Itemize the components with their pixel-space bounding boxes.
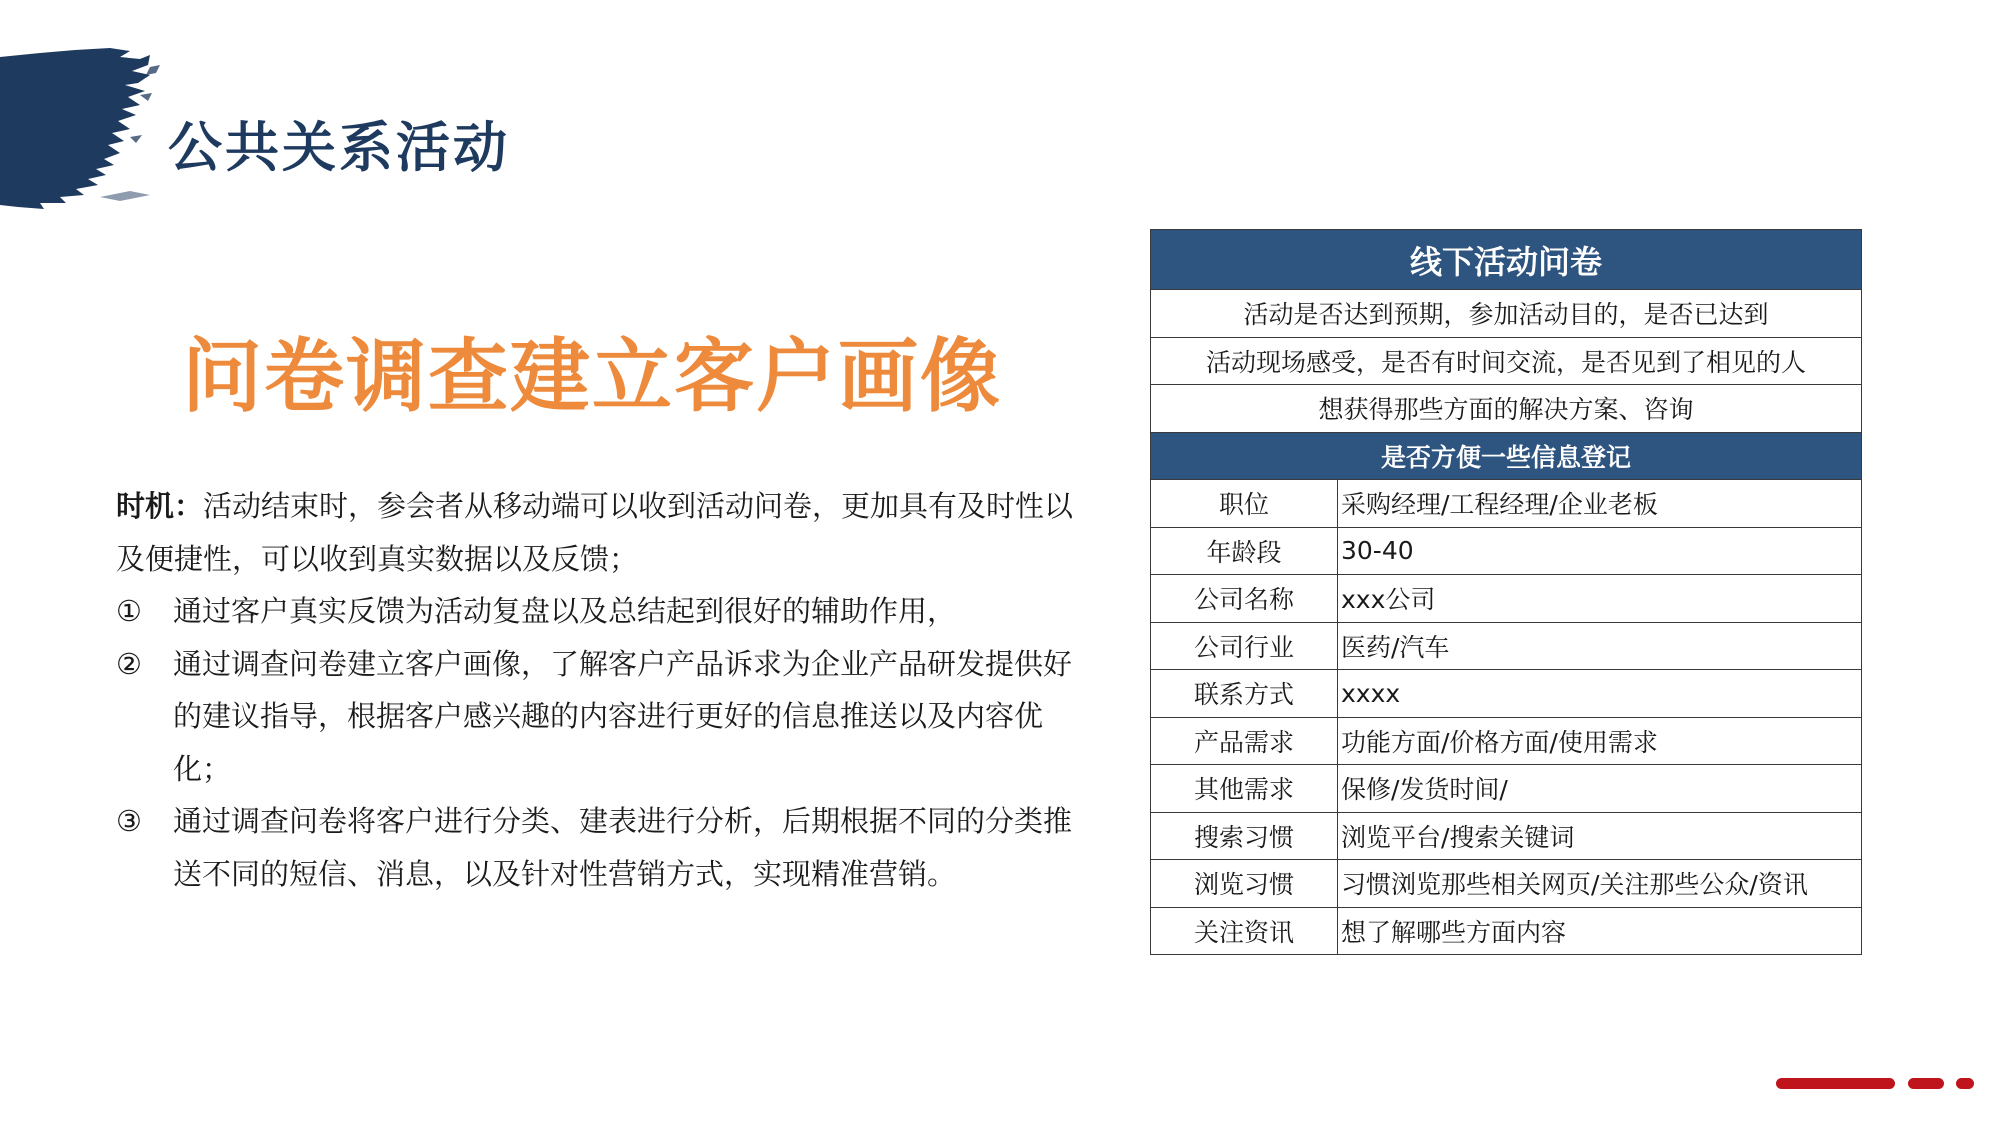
survey-question: 想获得那些方面的解决方案、咨询 xyxy=(1151,385,1862,433)
survey-table xyxy=(1150,229,1862,955)
table-row xyxy=(1151,575,1862,623)
table-row xyxy=(1151,670,1862,718)
field-label: 其他需求 xyxy=(1151,765,1338,813)
table-row xyxy=(1151,717,1862,765)
field-value: 采购经理/工程经理/企业老板 xyxy=(1338,480,1862,528)
decorative-dash-short xyxy=(1956,1078,1974,1089)
table-row xyxy=(1151,527,1862,575)
point-item-1 xyxy=(116,585,1076,638)
field-value: 功能方面/价格方面/使用需求 xyxy=(1338,717,1862,765)
lead-text: 活动结束时，参会者从移动端可以收到活动问卷，更加具有及时性以及便捷性，可以收到真实数据以及反馈； xyxy=(116,489,1074,576)
survey-question-row xyxy=(1151,337,1862,385)
table-row xyxy=(1151,622,1862,670)
survey-section-row xyxy=(1151,432,1862,480)
survey-section-title: 是否方便一些信息登记 xyxy=(1151,432,1862,480)
point-number: ① xyxy=(116,594,142,628)
main-heading: 问卷调查建立客户画像 xyxy=(182,330,1002,423)
field-label: 关注资讯 xyxy=(1151,907,1338,955)
field-label: 浏览习惯 xyxy=(1151,860,1338,908)
survey-question: 活动现场感受，是否有时间交流，是否见到了相见的人 xyxy=(1151,337,1862,385)
survey-question-row xyxy=(1151,385,1862,433)
lead-label: 时机： xyxy=(116,489,204,523)
point-number: ③ xyxy=(116,804,142,838)
table-row xyxy=(1151,860,1862,908)
point-text: 通过客户真实反馈为活动复盘以及总结起到很好的辅助作用， xyxy=(173,594,957,628)
field-label: 产品需求 xyxy=(1151,717,1338,765)
table-row xyxy=(1151,765,1862,813)
point-item-3 xyxy=(116,795,1076,900)
table-row xyxy=(1151,907,1862,955)
field-label: 公司行业 xyxy=(1151,622,1338,670)
field-value: 想了解哪些方面内容 xyxy=(1338,907,1862,955)
survey-title-row xyxy=(1151,230,1862,290)
survey-title: 线下活动问卷 xyxy=(1151,230,1862,290)
table-row xyxy=(1151,480,1862,528)
field-value: 浏览平台/搜索关键词 xyxy=(1338,812,1862,860)
lead-paragraph xyxy=(116,480,1076,585)
field-label: 联系方式 xyxy=(1151,670,1338,718)
point-item-2 xyxy=(116,638,1076,796)
field-value: 保修/发货时间/ xyxy=(1338,765,1862,813)
field-label: 搜索习惯 xyxy=(1151,812,1338,860)
point-text: 通过调查问卷建立客户画像，了解客户产品诉求为企业产品研发提供好的建议指导，根据客户感兴趣的内容进行更好的信息推送以及内容优化； xyxy=(173,646,1073,786)
survey-question: 活动是否达到预期，参加活动目的，是否已达到 xyxy=(1151,290,1862,338)
field-value: xxxx xyxy=(1338,670,1862,718)
decorative-dash-long xyxy=(1776,1078,1895,1089)
body-text xyxy=(116,480,1076,900)
field-label: 职位 xyxy=(1151,480,1338,528)
page-header-title: 公共关系活动 xyxy=(168,116,510,179)
field-value: 30-40 xyxy=(1338,527,1862,575)
survey-question-row xyxy=(1151,290,1862,338)
field-value: 医药/汽车 xyxy=(1338,622,1862,670)
field-label: 公司名称 xyxy=(1151,575,1338,623)
field-value: 习惯浏览那些相关网页/关注那些公众/资讯 xyxy=(1338,860,1862,908)
point-number: ② xyxy=(116,646,142,681)
table-row xyxy=(1151,812,1862,860)
field-value: xxx公司 xyxy=(1338,575,1862,623)
decorative-dash-medium xyxy=(1908,1078,1944,1089)
field-label: 年龄段 xyxy=(1151,527,1338,575)
brush-stroke-decoration xyxy=(0,45,160,215)
point-text: 通过调查问卷将客户进行分类、建表进行分析，后期根据不同的分类推送不同的短信、消息，以及针对性营销方式，实现精准营销。 xyxy=(173,804,1073,891)
